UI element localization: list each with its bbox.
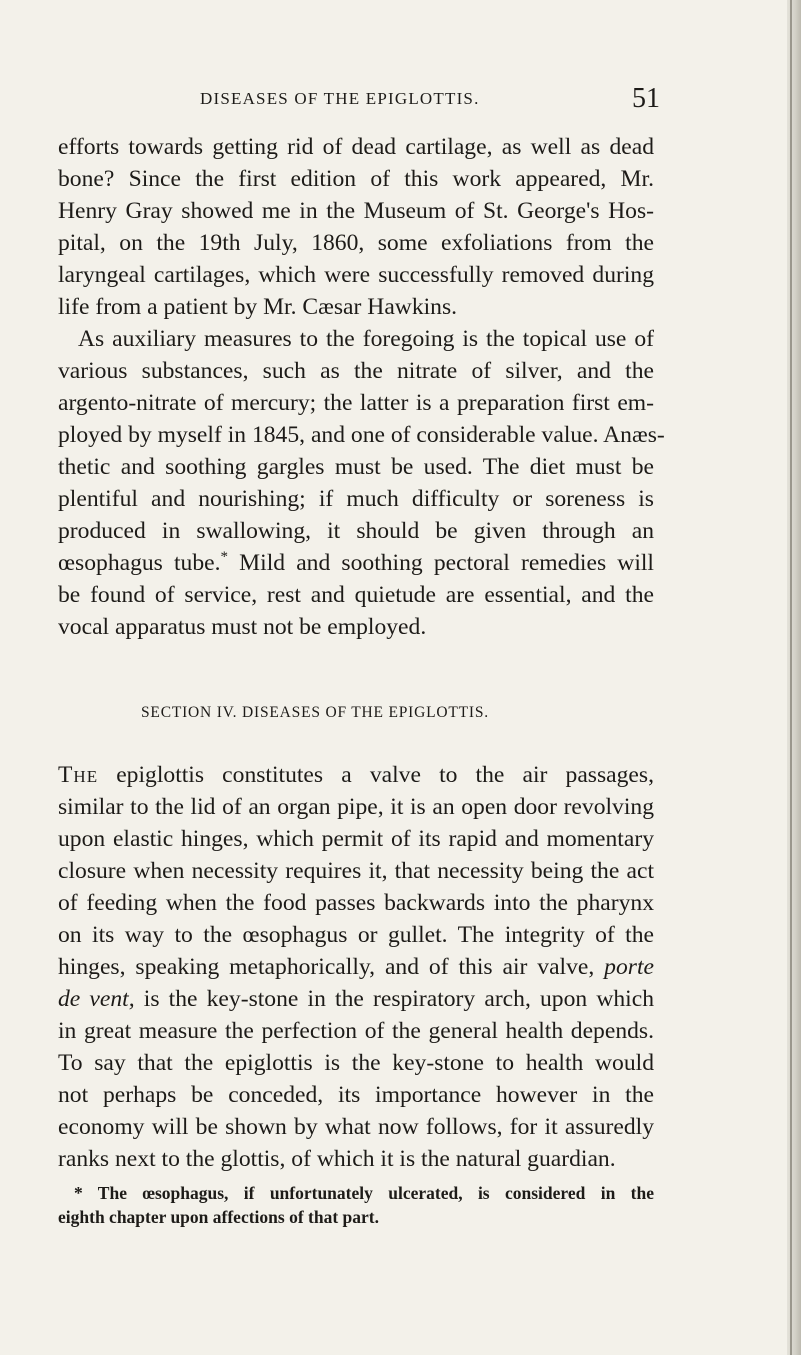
text-segment: œsophagus tube. (58, 550, 221, 576)
text-line (58, 983, 654, 1015)
text-line: not perhaps be conceded, its importance however in the (58, 1082, 654, 1108)
text-segment: epiglottis constitutes a valve to the air passages, (98, 762, 654, 788)
text-line: economy will be shown by what now follows, for it assuredly (58, 1114, 654, 1140)
text-line: ranks next to the glottis, of which it is the natural guardian. (58, 1146, 616, 1172)
text-segment: Mild and soothing pectoral remedies will (228, 550, 654, 576)
italic-phrase: de vent, (58, 986, 135, 1012)
text-line: To say that the epiglottis is the key-stone to health would (58, 1050, 654, 1076)
page-header (200, 83, 660, 113)
footnote-marker: * (220, 549, 229, 566)
text-line: in great measure the perfection of the general health depends. (58, 1018, 654, 1044)
text-line: upon elastic hinges, which permit of its rapid and momentary (58, 826, 654, 852)
text-line (58, 759, 654, 791)
text-segment: is the key-stone in the respiratory arch, upon which (134, 986, 654, 1012)
running-head: DISEASES OF THE EPIGLOTTIS. (200, 89, 480, 108)
text-line (58, 547, 654, 579)
text-line: thetic and soothing gargles must be used. The diet must be (58, 454, 654, 480)
page-number: 51 (632, 83, 660, 114)
text-line: produced in swallowing, it should be given through an (58, 518, 654, 544)
text-line: bone? Since the first edition of this work appeared, Mr. (58, 166, 654, 192)
text-line: various substances, such as the nitrate of silver, and the (58, 358, 654, 384)
footnote-line: eighth chapter upon affections of that part. (58, 1207, 379, 1227)
text-line: vocal apparatus must not be employed. (58, 614, 427, 640)
text-line: As auxiliary measures to the foregoing is the topical use of (78, 326, 654, 352)
text-line: similar to the lid of an organ pipe, it is an open door revolving (58, 794, 654, 820)
text-line: laryngeal cartilages, which were successfully removed during (58, 262, 654, 288)
section-heading: SECTION IV. DISEASES OF THE EPIGLOTTIS. (141, 704, 489, 721)
lead-word: The (58, 762, 99, 788)
footnote-line: * The œsophagus, if unfortunately ulcerated, is considered in the (74, 1183, 654, 1203)
page-binding-line (790, 0, 792, 1355)
text-line: be found of service, rest and quietude are essential, and the (58, 582, 654, 608)
text-line: on its way to the œsophagus or gullet. The integrity of the (58, 922, 654, 948)
text-line: Henry Gray showed me in the Museum of St. George's Hos- (58, 198, 654, 224)
italic-phrase: porte (604, 954, 654, 980)
text-line: plentiful and nourishing; if much difficulty or soreness is (58, 486, 654, 512)
text-line: efforts towards getting rid of dead cartilage, as well as dead (58, 134, 654, 160)
text-segment: hinges, speaking metaphorically, and of this air valve, (58, 954, 595, 980)
text-line: pital, on the 19th July, 1860, some exfoliations from the (58, 230, 654, 256)
text-line: closure when necessity requires it, that necessity being the act (58, 858, 654, 884)
text-line: of feeding when the food passes backwards into the pharynx (58, 890, 654, 916)
text-line (58, 951, 654, 983)
text-line: life from a patient by Mr. Cæsar Hawkins. (58, 294, 458, 320)
text-line: argento-nitrate of mercury; the latter is a preparation first em- (58, 390, 654, 416)
text-line: ployed by myself in 1845, and one of considerable value. Anæs- (58, 422, 665, 448)
